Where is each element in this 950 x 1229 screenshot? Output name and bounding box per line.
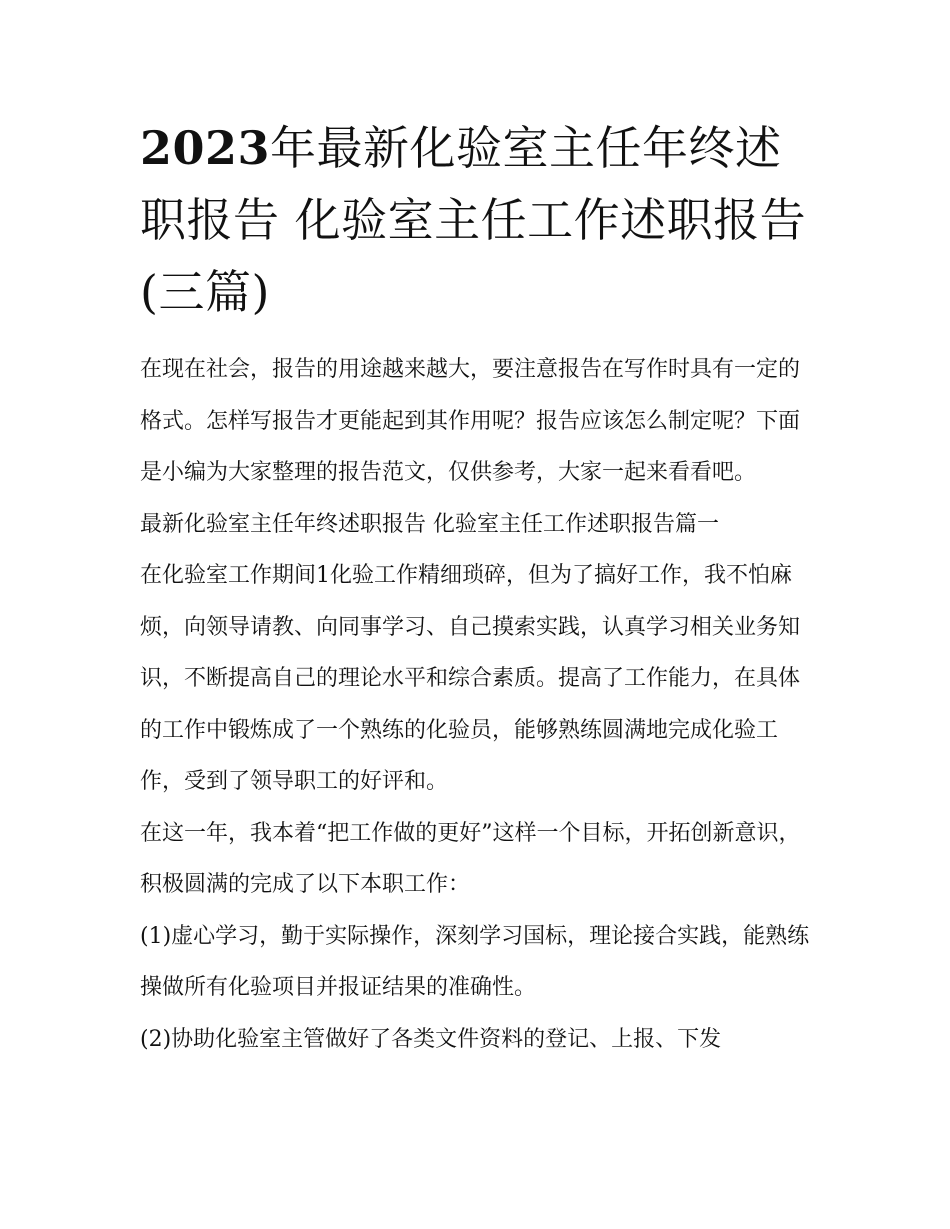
document-title	[140, 112, 812, 328]
section-heading: 最新化验室主任年终述职报告 化验室主任工作述职报告篇一	[140, 511, 719, 537]
body-paragraph: 在化验室工作期间1化验工作精细琐碎，但为了搞好工作，我不怕麻烦，向领导请教、向同事学习、自己摸索实践，认真学习相关业务知识，不断提高自己的理论水平和综合素质。提高了工作能力，在具体的工作中锻炼成了一个熟练的化验员，能够熟练圆满地完成化验工作，受到了领导职工的好评和。	[140, 563, 801, 794]
title-year: 2023	[140, 121, 271, 175]
intro-paragraph: 在现在社会，报告的用途越来越大，要注意报告在写作时具有一定的格式。怎样写报告才更能起到其作用呢？报告应该怎么制定呢？下面是小编为大家整理的报告范文，仅供参考，大家一起来看看吧。	[140, 357, 801, 485]
list-item: (2)协助化验室主管做好了各类文件资料的登记、上报、下发	[140, 1026, 722, 1052]
document-content	[140, 112, 812, 1065]
title-text: 年最新化验室主任年终述职报告 化验室主任工作述职报告(三篇)	[140, 121, 807, 319]
body-paragraph: 在这一年，我本着“把工作做的更好”这样一个目标，开拓创新意识，积极圆满的完成了以下本职工作：	[140, 820, 801, 897]
list-item: (1)虚心学习，勤于实际操作，深刻学习国标，理论接合实践，能熟练操做所有化验项目并报证结果的准确性。	[140, 923, 810, 1000]
